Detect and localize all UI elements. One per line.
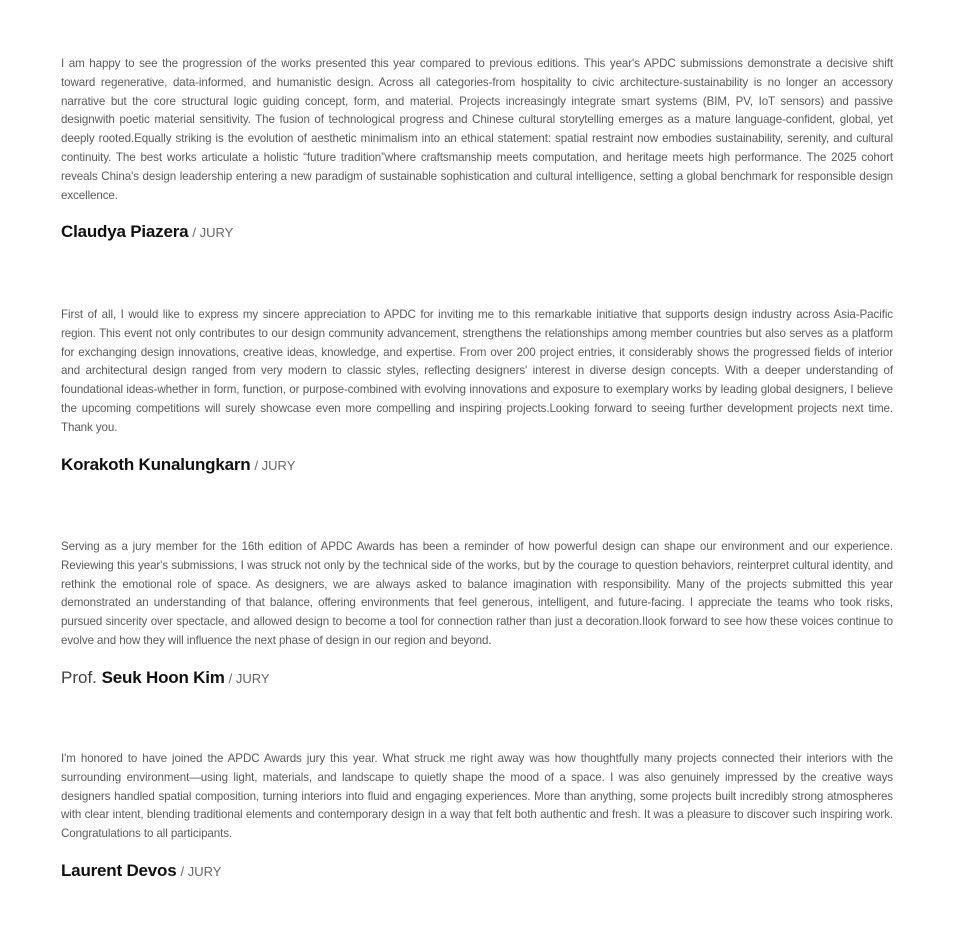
jury-member-credit	[61, 667, 893, 690]
testimonial-quote: I am happy to see the progression of the works presented this year compared to previous editions. This year's APDC submissions demonstrate a decisive shift toward regenerative, data-informed, and humanistic design. Across all categories-from hospitality to civic architecture-sustainability is no longer an accessory narrative but the core structural logic guiding concept, form, and material. Projects increasingly integrate smart systems (BIM, PV, IoT sensors) and passive designwith poetic material sensitivity. The fusion of technological progress and Chinese cultural storytelling emerges as a mature language-confident, global, yet deeply rooted.Equally striking is the evolution of aesthetic minimalism into an ethical statement: spatial restraint now embodies sustainability, serenity, and cultural continuity. The best works articulate a holistic “future tradition”where craftsmanship meets computation, and heritage meets high performance. The 2025 cohort reveals China's design leadership entering a new paradigm of sustainable sophistication and cultural intelligence, setting a global benchmark for responsible design excellence.	[61, 57, 893, 202]
testimonial-quote: First of all, I would like to express my sincere appreciation to APDC for inviting me to this remarkable initiative that supports design industry across Asia-Pacific region. This event not only contributes to our design community advancement, strengthens the relationships among member countries but also serves as a platform for exchanging design innovations, creative ideas, knowledge, and expertise. From over 200 project entries, it considerably shows the progressed fields of interior and architectural design ranged from very modern to classic styles, reflecting designers' interest in diverse design concepts. With a deeper understanding of foundational ideas-whether in form, function, or purpose-combined with evolving innovations and exposure to exemplary works by leading global designers, I believe the upcoming competitions will surely showcase even more compelling and inspiring projects.Looking forward to seeing further development projects next time. Thank you.	[61, 308, 893, 434]
testimonial-seuk-hoon-kim	[61, 538, 893, 690]
testimonial-quote: Serving as a jury member for the 16th edition of APDC Awards has been a reminder of how powerful design can shape our environment and our experience. Reviewing this year's submissions, I was struck not only by the technical side of the works, but by the courage to question behaviors, reinterpret cultural identity, and rethink the emotional role of space. As designers, we are always asked to balance imagination with responsibility. Many of the projects submitted this year demonstrated an understanding of that balance, offering environments that feel generous, intelligent, and future-facing. I appreciate the teams who took risks, pursued sincerity over spectacle, and allowed design to become a tool for connection rather than just a decoration.Ilook forward to see how these voices continue to evolve and how they will influence the next phase of design in our region and beyond.	[61, 540, 893, 647]
testimonial-korakoth-kunalungkarn	[61, 306, 893, 477]
testimonial-quote: I'm honored to have joined the APDC Awards jury this year. What struck me right away was how thoughtfully many projects connected their interiors with the surrounding environment—using light, materials, and landscape to quietly shape the mood of a space. I was also genuinely impressed by the creative ways designers handled spatial composition, turning interiors into fluid and engaging experiences. More than anything, some projects built incredibly strong atmospheres with clear intent, blending traditional elements and contemporary design in a way that felt both authentic and fresh. It was a pleasure to discover such inspiring work. Congratulations to all participants.	[61, 752, 893, 841]
jury-member-credit	[61, 454, 893, 477]
jury-member-name: Korakoth Kunalungkarn	[61, 454, 251, 474]
jury-member-credit	[61, 860, 893, 883]
jury-title-prefix: Prof.	[61, 667, 97, 687]
jury-role-label: / JURY	[180, 863, 222, 879]
jury-member-name: Seuk Hoon Kim	[101, 667, 225, 687]
jury-member-name: Claudya Piazera	[61, 222, 189, 242]
jury-member-credit	[61, 221, 893, 244]
jury-role-label: / JURY	[228, 670, 270, 686]
jury-member-name: Laurent Devos	[61, 860, 177, 880]
testimonial-laurent-devos	[61, 750, 893, 883]
testimonial-claudya-piazera	[61, 55, 893, 244]
jury-role-label: / JURY	[254, 457, 296, 473]
jury-role-label: / JURY	[192, 225, 234, 241]
